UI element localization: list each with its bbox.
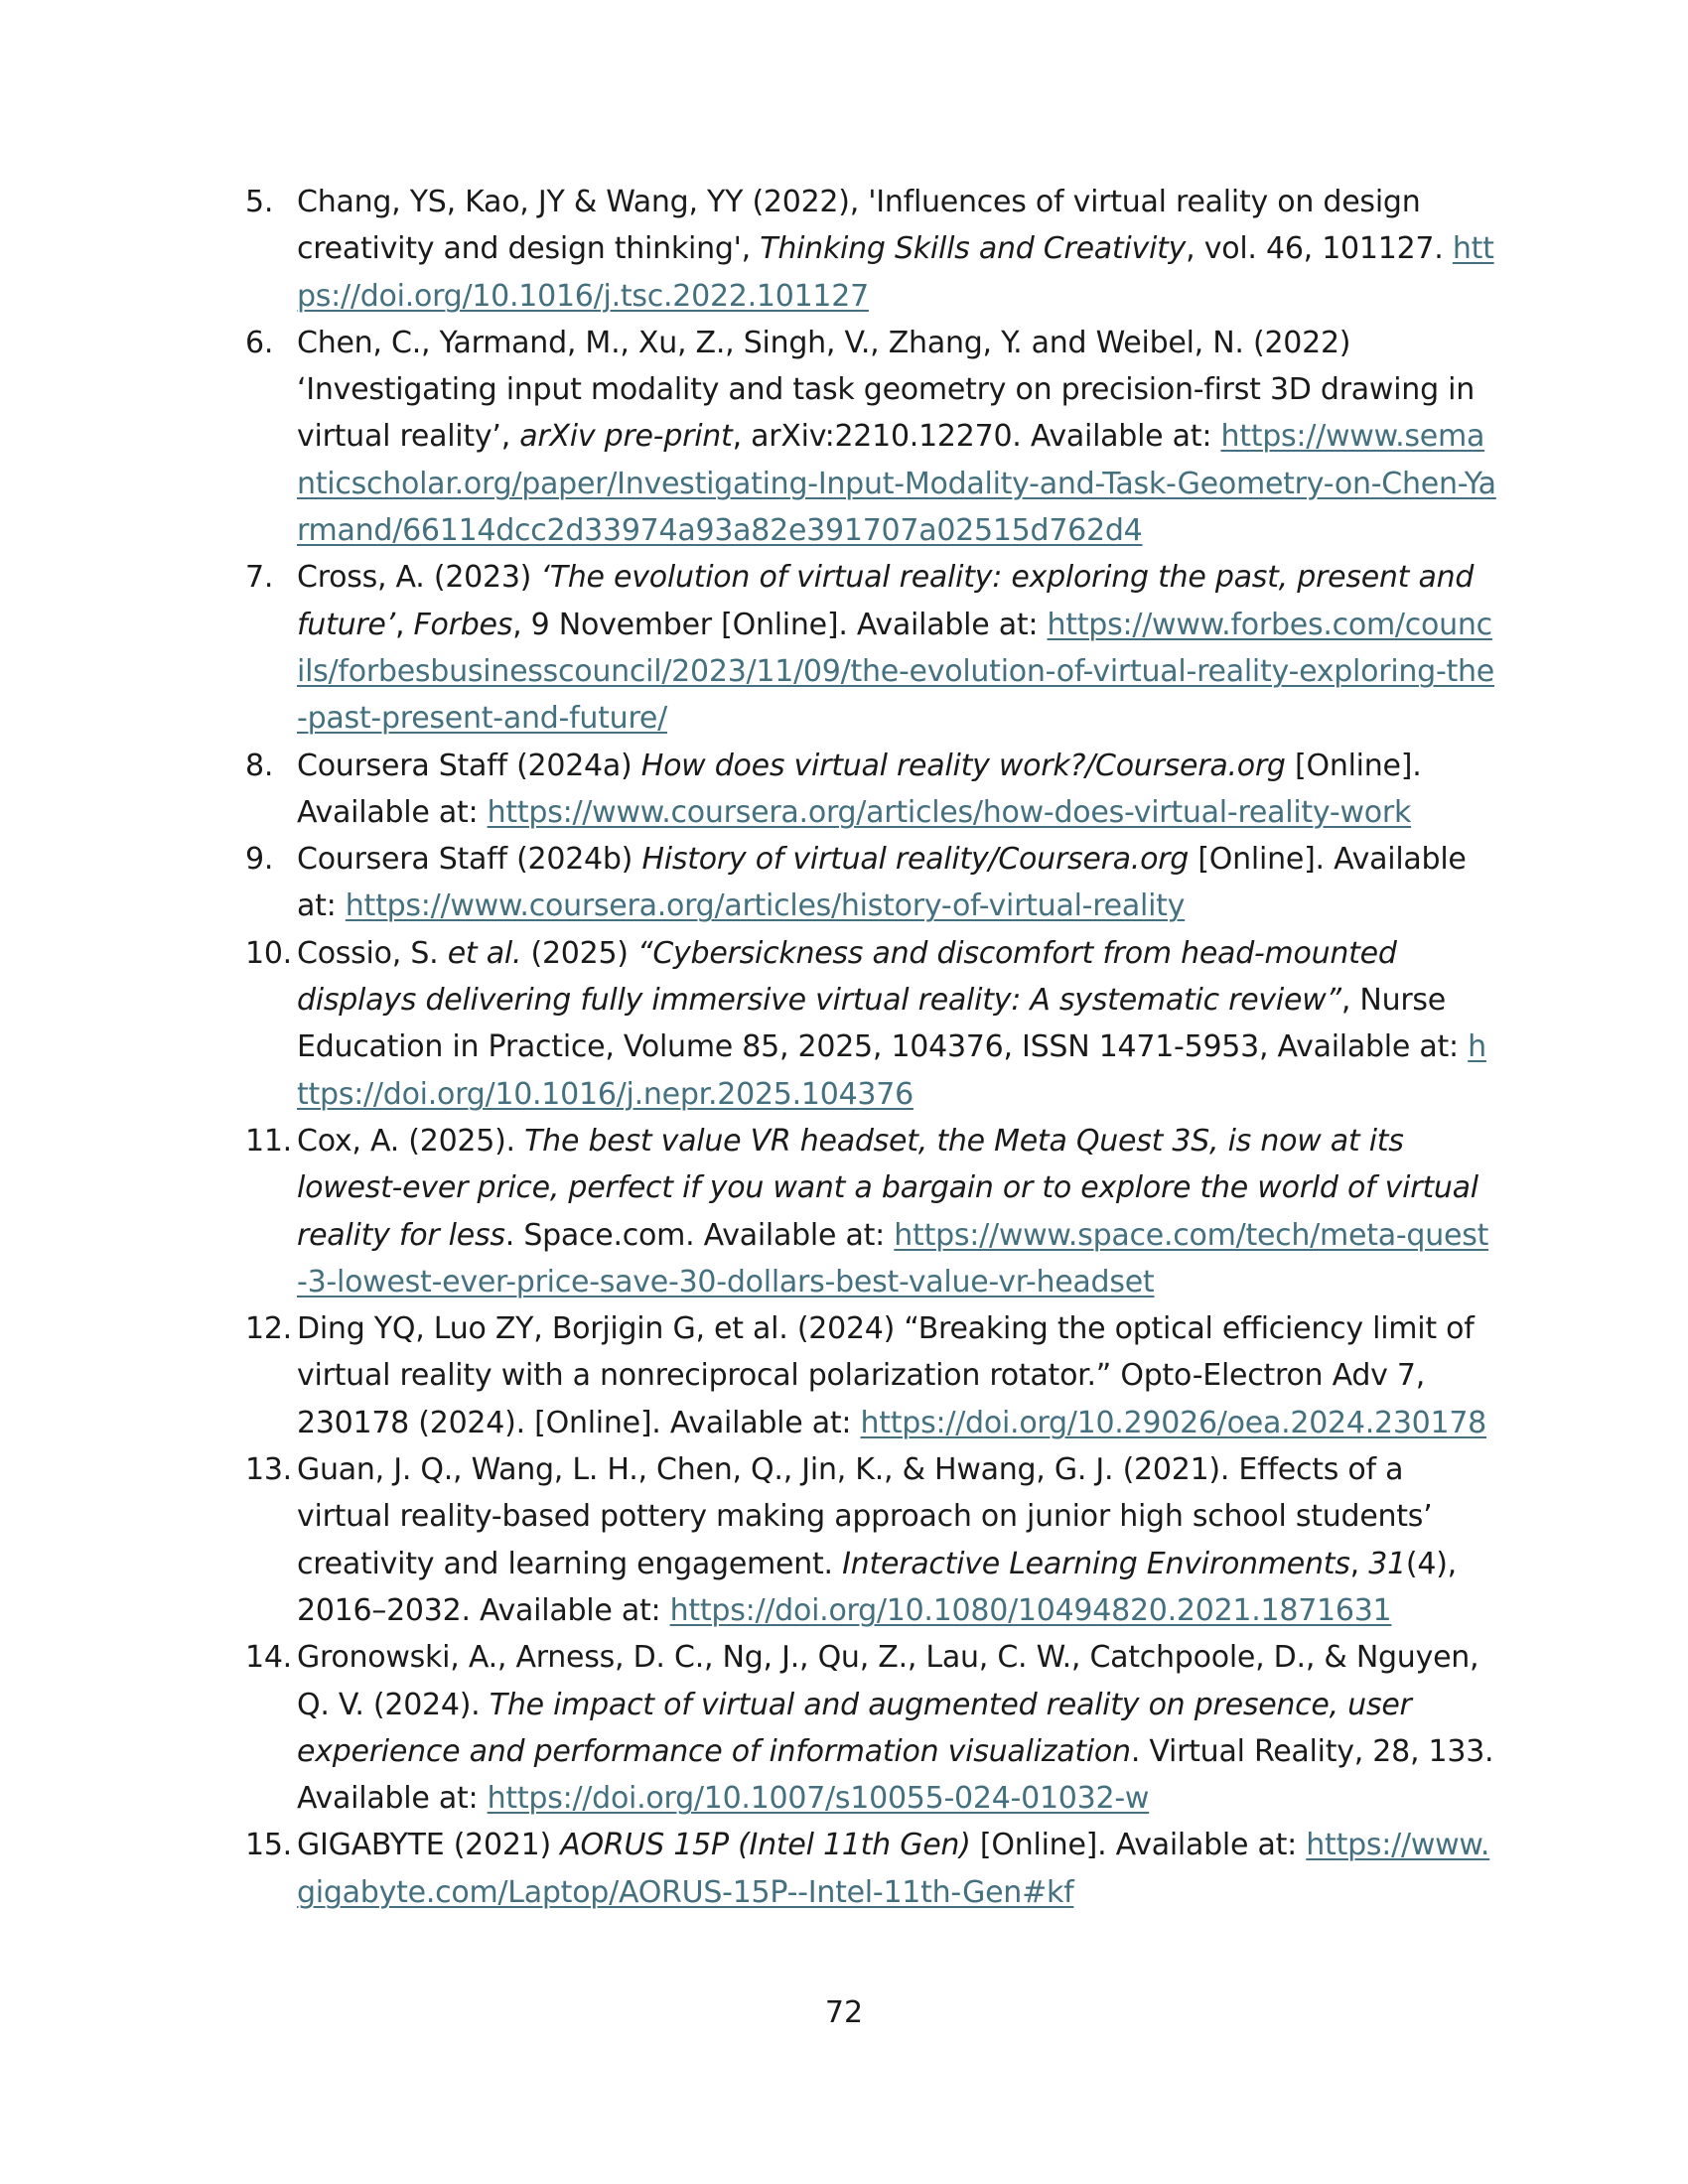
reference-item <box>245 743 1496 837</box>
reference-number: 6. <box>245 325 274 360</box>
reference-text: GIGABYTE (2021) <box>297 1828 561 1863</box>
reference-text: (2025) <box>521 935 638 971</box>
reference-text: Cossio, S. <box>297 935 448 971</box>
reference-number: 11. <box>245 1123 292 1159</box>
reference-list <box>245 179 1496 1916</box>
reference-item <box>245 554 1496 742</box>
reference-text: [Online]. Available at: <box>297 842 1467 924</box>
reference-italic-text: ‘The evolution of virtual reality: exploring the past, present and future’ <box>297 560 1475 642</box>
reference-number: 5. <box>245 185 274 219</box>
reference-number: 9. <box>245 842 274 878</box>
reference-link[interactable]: https://www.space.com/tech/meta-quest-3-lowest-ever-price-save-30-dollars-best-value-vr-headset <box>297 1217 1489 1299</box>
reference-italic-text: “Cybersickness and discomfort from head-mounted displays delivering fully immersive virtual reality: A systematic review” <box>297 935 1397 1019</box>
reference-text: [Online]. Available at: <box>297 748 1422 830</box>
reference-text: Ding YQ, Luo ZY, Borjigin G, et al. (2024) “Breaking the optical efficiency limit of virtual reality with a nonreciprocal polarization rotator.” Opto-Electron Adv 7, 230178 (2024). [Online]. Available at: <box>297 1311 1475 1440</box>
reference-text: [Online]. Available at: <box>970 1828 1307 1863</box>
reference-number: 15. <box>245 1828 292 1863</box>
reference-item <box>245 1118 1496 1305</box>
reference-number: 13. <box>245 1452 292 1488</box>
reference-item <box>245 1305 1496 1446</box>
reference-text: , <box>1349 1546 1369 1581</box>
reference-text: Coursera Staff (2024a) <box>297 748 641 783</box>
reference-link[interactable]: https://doi.org/10.1016/j.tsc.2022.101127 <box>297 231 1494 314</box>
reference-number: 8. <box>245 748 274 783</box>
reference-italic-text: The best value VR headset, the Meta Quest 3S, is now at its lowest-ever price, perfect if you want a bargain or to explore the world of virtual reality for less <box>297 1123 1478 1253</box>
reference-link[interactable]: https://www.forbes.com/councils/forbesbusinesscouncil/2023/11/09/the-evolution-of-virtual-reality-exploring-the-past-present-and-future/ <box>297 607 1495 737</box>
reference-link[interactable]: https://doi.org/10.1016/j.nepr.2025.104376 <box>297 1029 1486 1112</box>
reference-text: , Nurse Education in Practice, Volume 85, 2025, 104376, ISSN 1471-5953, Available at: <box>297 983 1469 1065</box>
reference-item <box>245 1446 1496 1634</box>
reference-link[interactable]: https://doi.org/10.1080/10494820.2021.1871631 <box>669 1592 1392 1628</box>
page-number: 72 <box>824 1995 864 2030</box>
reference-item <box>245 930 1496 1118</box>
reference-link[interactable]: https://doi.org/10.1007/s10055-024-01032-w <box>487 1781 1150 1817</box>
reference-number: 14. <box>245 1640 292 1676</box>
reference-italic-text: Interactive Learning Environments <box>842 1546 1350 1581</box>
reference-link[interactable]: https://www.coursera.org/articles/how-does-virtual-reality-work <box>487 794 1412 830</box>
reference-italic-text: History of virtual reality/Coursera.org <box>641 842 1190 878</box>
reference-italic-text: AORUS 15P (Intel 11th Gen) <box>560 1828 971 1863</box>
reference-italic-text: How does virtual reality work?/Coursera.org <box>640 748 1286 783</box>
reference-link[interactable]: https://doi.org/10.29026/oea.2024.230178 <box>860 1405 1487 1440</box>
reference-text: Chen, C., Yarmand, M., Xu, Z., Singh, V., Zhang, Y. and Weibel, N. (2022) ‘Investigating input modality and task geometry on precision-first 3D drawing in virtual reality’, <box>297 325 1475 455</box>
reference-text: Gronowski, A., Arness, D. C., Ng, J., Qu, Z., Lau, C. W., Catchpoole, D., & Nguyen, Q. V. (2024). <box>297 1640 1479 1722</box>
reference-text: Guan, J. Q., Wang, L. H., Chen, Q., Jin, K., & Hwang, G. J. (2021). Effects of a virtual reality-based pottery making approach on junior high school students’ creativity and learning engagement. <box>297 1452 1433 1581</box>
reference-item <box>245 179 1496 320</box>
reference-text: Chang, YS, Kao, JY & Wang, YY (2022), 'Influences of virtual reality on design creativity and design thinking', <box>297 185 1421 267</box>
reference-italic-text: Forbes <box>413 607 513 642</box>
reference-text: . Virtual Reality, 28, 133. Available at: <box>297 1733 1494 1817</box>
reference-link[interactable]: https://www.coursera.org/articles/history-of-virtual-reality <box>345 888 1186 924</box>
reference-text: (4), 2016–2032. Available at: <box>297 1546 1457 1628</box>
reference-item <box>245 1634 1496 1822</box>
reference-number: 10. <box>245 935 292 971</box>
reference-text: Coursera Staff (2024b) <box>297 842 642 878</box>
reference-italic-text: Thinking Skills and Creativity <box>760 231 1187 267</box>
reference-text: Cross, A. (2023) <box>297 560 541 596</box>
reference-text: , <box>394 607 414 642</box>
reference-text: , vol. 46, 101127. <box>1186 231 1453 267</box>
reference-italic-text: et al. <box>447 935 522 971</box>
reference-link[interactable]: https://www.semanticscholar.org/paper/Investigating-Input-Modality-and-Task-Geometry-on-Chen-Yarmand/66114dcc2d33974a93a82e391707a02515d762d4 <box>297 419 1496 549</box>
reference-text: , arXiv:2210.12270. Available at: <box>732 419 1221 455</box>
reference-text: , 9 November [Online]. Available at: <box>512 607 1048 642</box>
reference-number: 7. <box>245 560 274 596</box>
reference-italic-text: arXiv pre-print <box>519 419 733 455</box>
reference-italic-text: The impact of virtual and augmented reality on presence, user experience and performance of information visualization <box>297 1687 1412 1769</box>
reference-link[interactable]: https://www.gigabyte.com/Laptop/AORUS-15P--Intel-11th-Gen#kf <box>297 1828 1490 1910</box>
reference-item <box>245 1822 1496 1916</box>
reference-number: 12. <box>245 1311 292 1347</box>
reference-item <box>245 836 1496 930</box>
reference-italic-text: 31 <box>1368 1546 1406 1581</box>
reference-text: Cox, A. (2025). <box>297 1123 525 1159</box>
reference-text: . Space.com. Available at: <box>504 1217 895 1253</box>
reference-item <box>245 320 1496 554</box>
